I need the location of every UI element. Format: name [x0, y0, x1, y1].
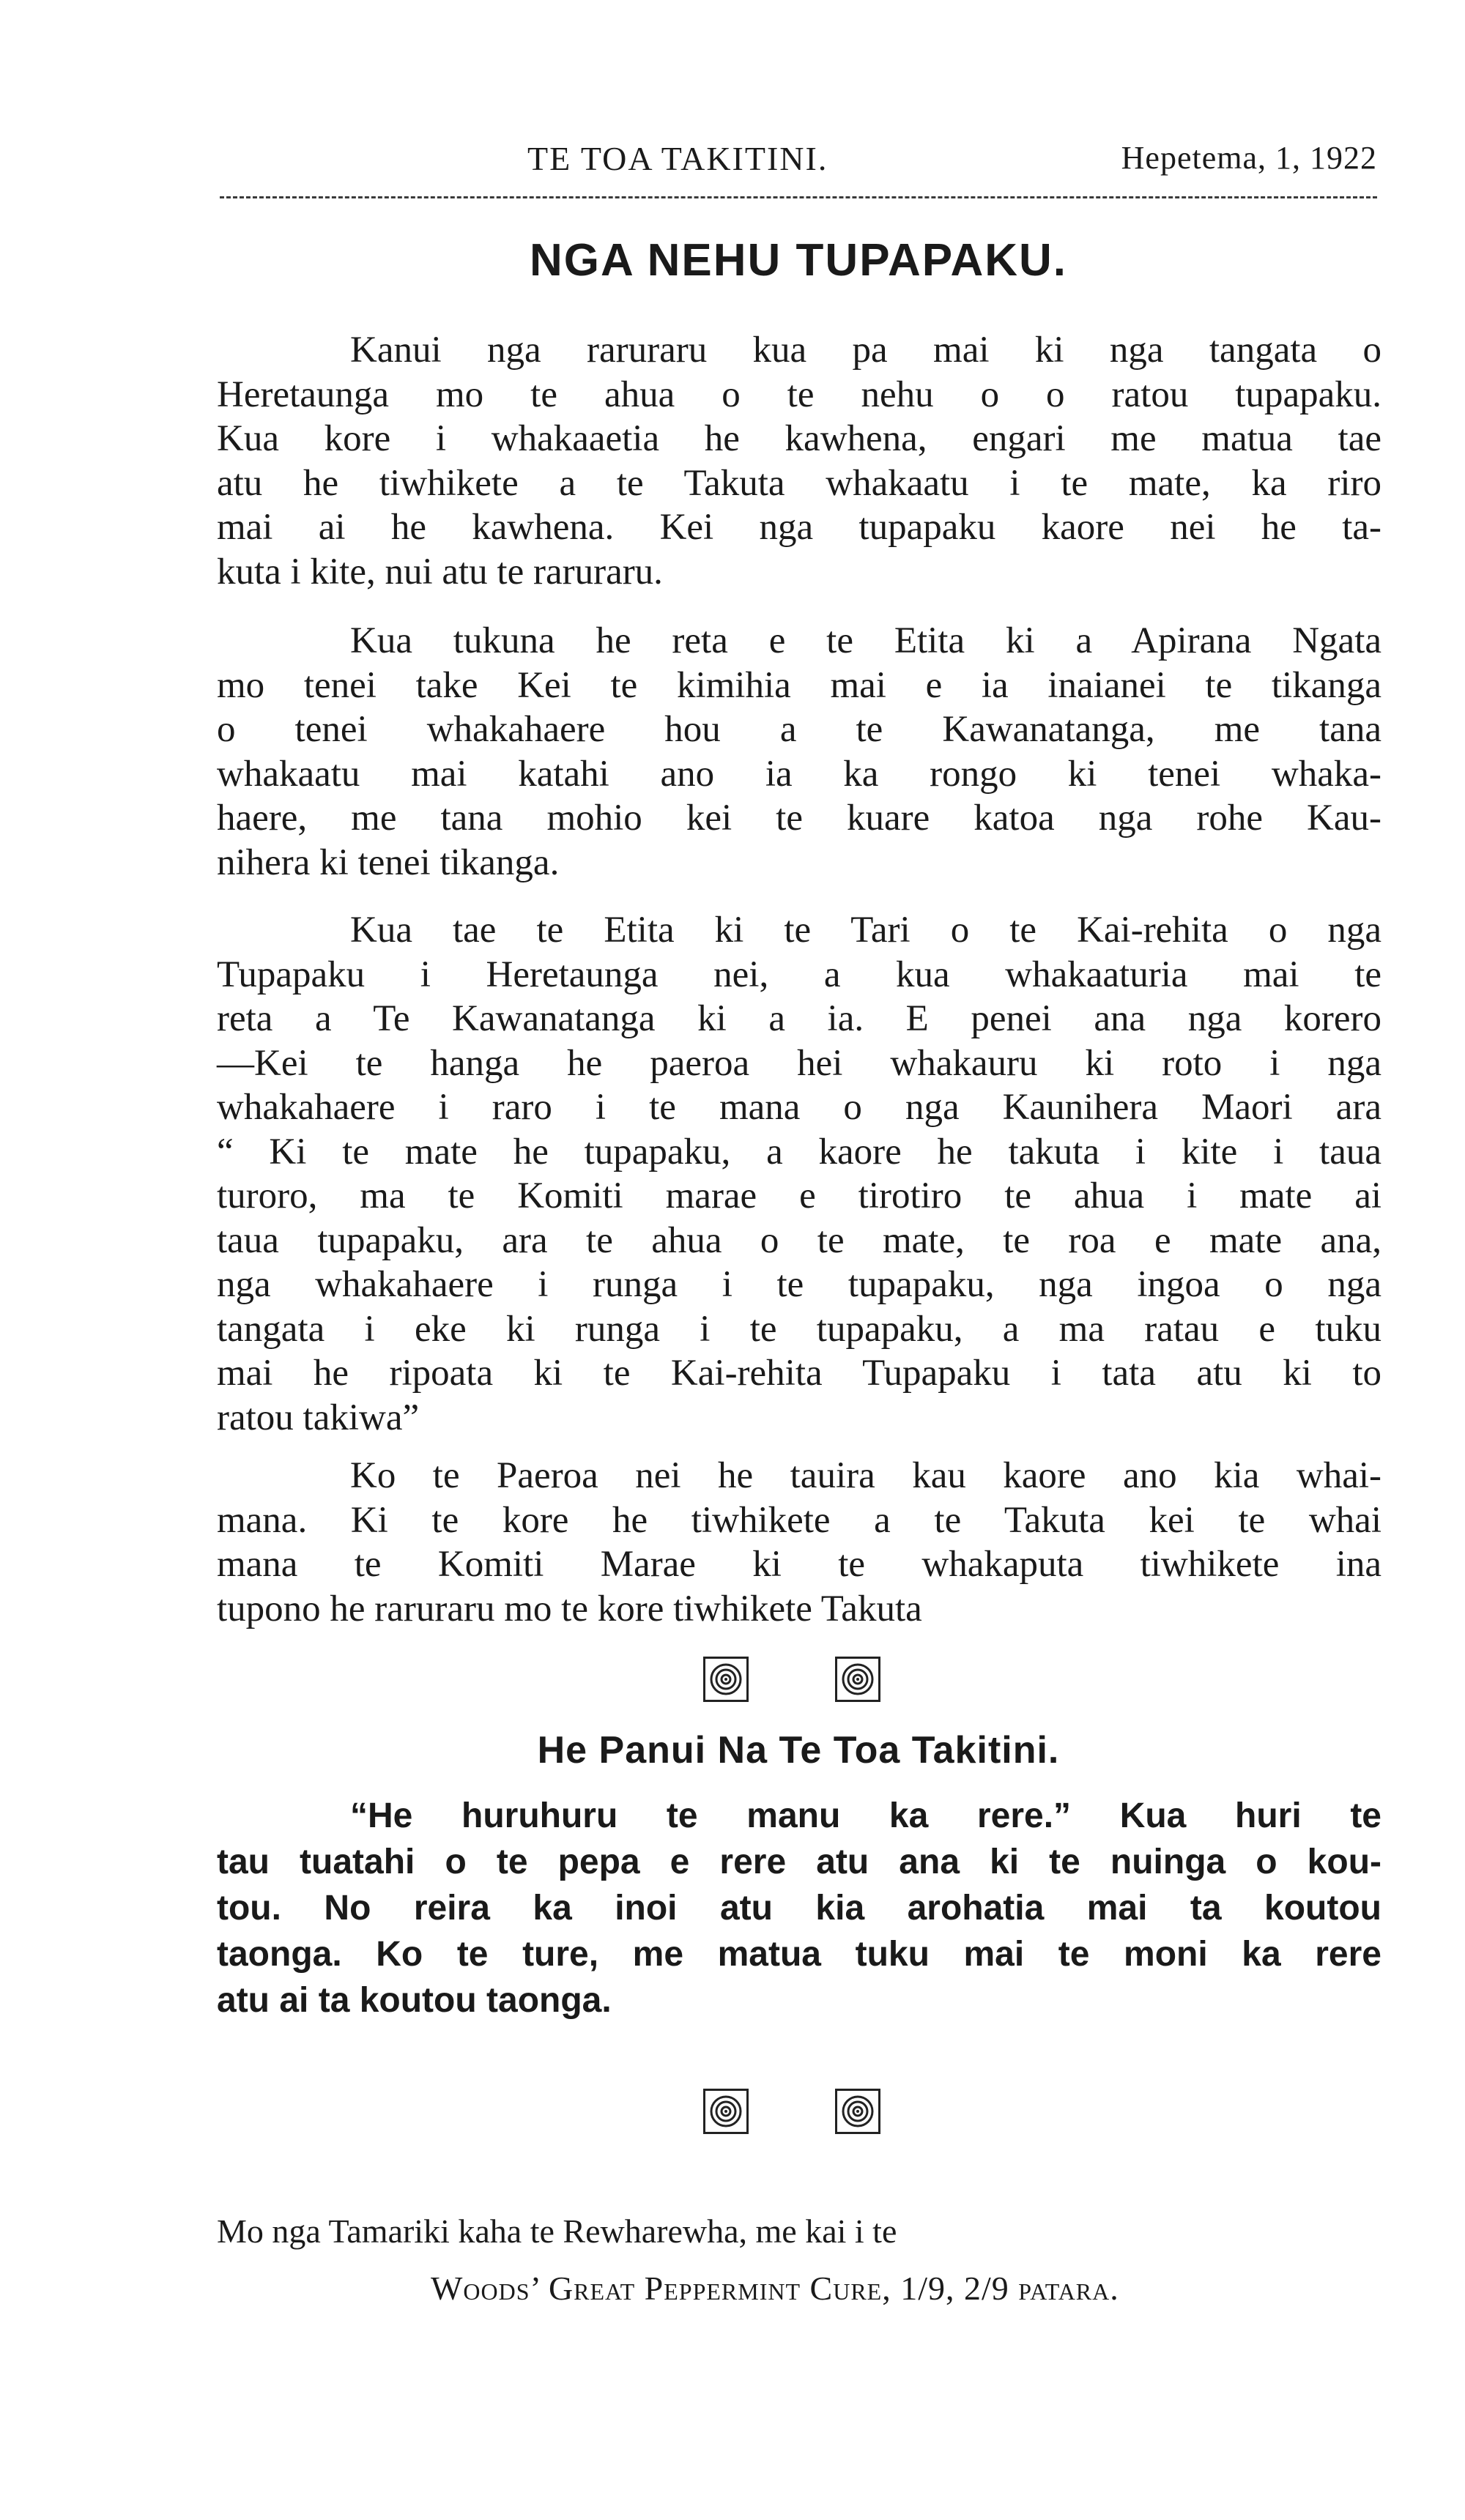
paragraph-line: Kanui nga raruraru kua pa mai ki nga tangata o — [350, 330, 1381, 371]
paragraph-line: o tenei whakahaere hou a te Kawanatanga, me tana — [217, 709, 1381, 750]
paragraph-line: haere, me tana mohio kei te kuare katoa nga rohe Kau- — [217, 798, 1381, 839]
advert-line-2: Woods’ Great Peppermint Cure, 1/9, 2/9 patara. — [431, 2270, 1119, 2307]
advert-line-1: Mo nga Tamariki kaha te Rewharewha, me kai i te — [217, 2212, 897, 2250]
paragraph-line: Kua tae te Etita ki te Tari o te Kai-rehita o nga — [350, 910, 1381, 951]
paragraph-line: tangata i eke ki runga i te tupapaku, a ma ratau e tuku — [217, 1308, 1381, 1350]
article-paragraph-3 — [217, 908, 1381, 1440]
article-title: NGA NEHU TUPAPAKU. — [529, 235, 1068, 286]
notice-title: He Panui Na Te Toa Takitini. — [537, 1729, 1060, 1772]
spiral-ornament-icon — [703, 2089, 749, 2134]
paragraph-line: mai ai he kawhena. Kei nga tupapaku kaore nei he ta- — [217, 507, 1381, 548]
paragraph-line: taua tupapaku, ara te ahua o te mate, te roa e mate ana, — [217, 1219, 1381, 1261]
paragraph-line: atu he tiwhikete a te Takuta whakaatu i te mate, ka riro — [217, 462, 1381, 504]
notice-line: atu ai ta koutou taonga. — [217, 1981, 612, 2020]
paragraph-line: ratou takiwa” — [217, 1397, 420, 1438]
paragraph-line: Heretaunga mo te ahua o te nehu o o ratou tupapaku. — [217, 373, 1381, 415]
issue-date: Hepetema, 1, 1922 — [1121, 140, 1377, 176]
paragraph-line: mana. Ki te kore he tiwhikete a te Takuta kei te whai — [217, 1499, 1381, 1541]
paragraph-line: Ko te Paeroa nei he tauira kau kaore ano kia whai- — [350, 1455, 1381, 1496]
running-head — [220, 139, 1377, 190]
ornament-row-2 — [220, 2089, 1377, 2141]
paragraph-line: nihera ki tenei tikanga. — [217, 841, 560, 883]
notice-body — [217, 1793, 1381, 2023]
paragraph-line: —Kei te hanga he paeroa hei whakauru ki roto i nga — [217, 1042, 1381, 1084]
paragraph-line: “ Ki te mate he tupapaku, a kaore he takuta i kite i taua — [217, 1131, 1381, 1172]
paragraph-line: reta a Te Kawanatanga ki a ia. E penei ana nga korero — [217, 998, 1381, 1039]
article-paragraph-2 — [217, 619, 1381, 885]
paragraph-line: nga whakahaere i runga i te tupapaku, nga ingoa o nga — [217, 1264, 1381, 1305]
paragraph-line: whakahaere i raro i te mana o nga Kaunihera Maori ara — [217, 1087, 1381, 1128]
paragraph-line: kuta i kite, nui atu te raruraru. — [217, 551, 663, 592]
paragraph-line: Kua tukuna he reta e te Etita ki a Apirana Ngata — [350, 620, 1381, 661]
spiral-ornament-icon — [835, 1657, 880, 1702]
header-rule — [220, 196, 1377, 198]
article-paragraph-4 — [217, 1454, 1381, 1631]
paragraph-line: Tupapaku i Heretaunga nei, a kua whakaaturia mai te — [217, 954, 1381, 995]
paragraph-line: mai he ripoata ki te Kai-rehita Tupapaku i tata atu ki to — [217, 1353, 1381, 1394]
notice-line: taonga. Ko te ture, me matua tuku mai te moni ka rere — [217, 1935, 1381, 1974]
paragraph-line: mana te Komiti Marae ki te whakaputa tiwhikete ina — [217, 1544, 1381, 1585]
paragraph-line: Kua kore i whakaaetia he kawhena, engari me matua tae — [217, 418, 1381, 459]
spiral-ornament-icon — [703, 1657, 749, 1702]
spiral-ornament-icon — [835, 2089, 880, 2134]
ornament-row-1 — [220, 1657, 1377, 1709]
paragraph-line: mo tenei take Kei te kimihia mai e ia inaianei te tikanga — [217, 664, 1381, 706]
publication-title: TE TOA TAKITINI. — [527, 140, 828, 177]
paragraph-line: turoro, ma te Komiti marae e tirotiro te ahua i mate ai — [217, 1175, 1381, 1216]
notice-line: tau tuatahi o te pepa e rere atu ana ki te nuinga o kou- — [217, 1843, 1381, 1881]
article-paragraph-1 — [217, 328, 1381, 594]
paragraph-line: tupono he raruraru mo te kore tiwhikete Takuta — [217, 1588, 922, 1629]
notice-line: “He huruhuru te manu ka rere.” Kua huri te — [350, 1796, 1381, 1835]
notice-line: tou. No reira ka inoi atu kia arohatia mai ta koutou — [217, 1889, 1381, 1928]
paragraph-line: whakaatu mai katahi ano ia ka rongo ki tenei whaka- — [217, 753, 1381, 795]
